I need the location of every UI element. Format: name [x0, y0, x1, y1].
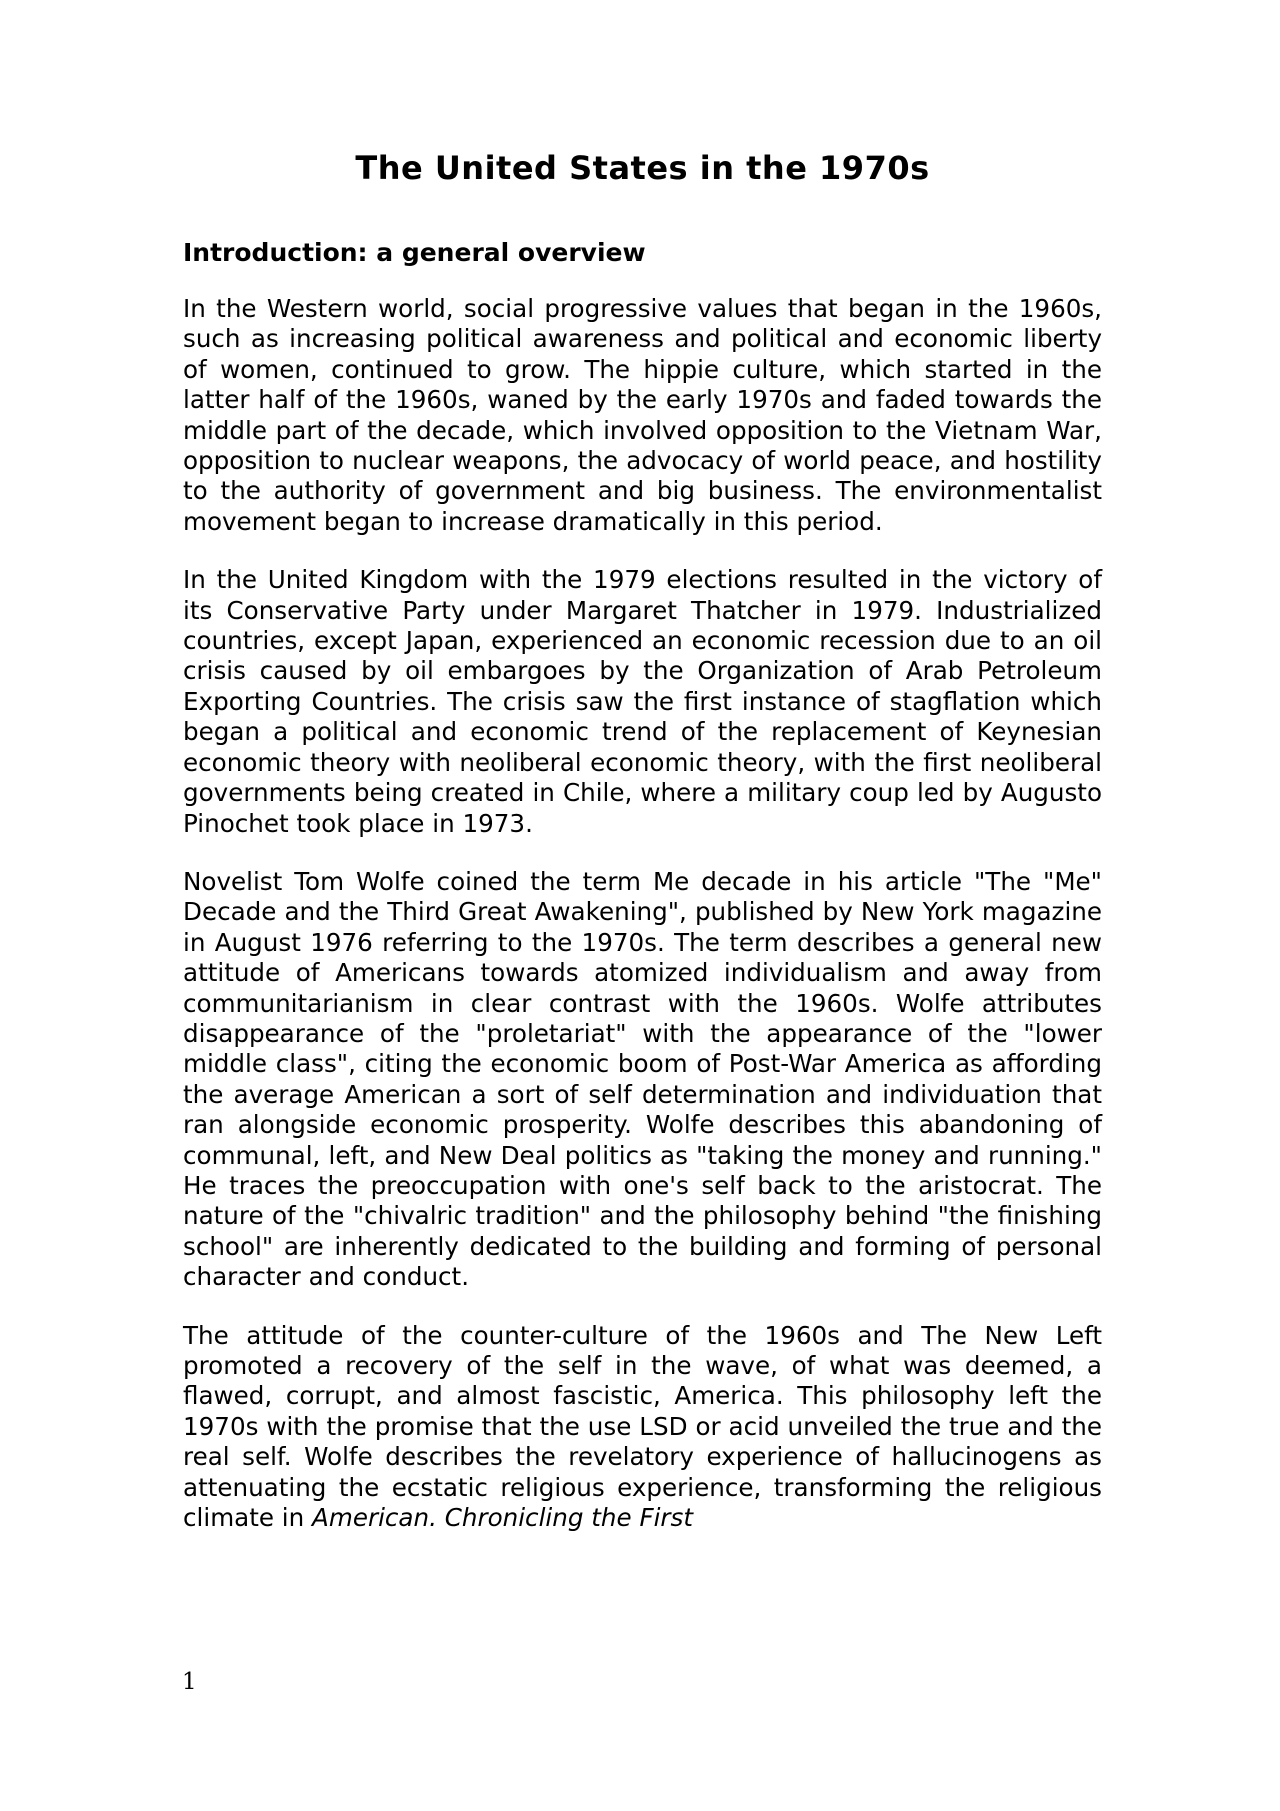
section-heading: Introduction: a general overview: [183, 238, 646, 267]
paragraph-counter-culture-text: The attitude of the counter-culture of the 1960s and The New Left promoted a recovery of the self in the wave, of what was deemed, a flawed, corrupt, and almost fascistic, America. This philosophy left the 1970s with the promise that the use LSD or acid unveiled the true and the real self. Wolfe describes the revelatory experience of hallucinogens as attenuating the ecstatic religious experience, transforming the religious climate in: [183, 1320, 1102, 1533]
paragraph-me-decade: Novelist Tom Wolfe coined the term Me decade in his article "The "Me" Decade and the Third Great Awakening", published by New York magazine in August 1976 referring to the 1970s. The term describes a general new attitude of Americans towards atomized individualism and away from communitarianism in clear contrast with the 1960s. Wolfe attributes disappearance of the "proletariat" with the appearance of the "lower middle class", citing the economic boom of Post-War America as affording the average American a sort of self determination and individuation that ran alongside economic prosperity. Wolfe describes this abandoning of communal, left, and New Deal politics as "taking the money and running." He traces the preoccupation with one's self back to the aristocrat. The nature of the "chivalric tradition" and the philosophy behind "the finishing school" are inherently dedicated to the building and forming of personal character and conduct.: [183, 866, 1102, 1292]
paragraph-western-world: In the Western world, social progressive values that began in the 1960s, such as increasing political awareness and political and economic liberty of women, continued to grow. The hippie culture, which started in the latter half of the 1960s, waned by the early 1970s and faded towards the middle part of the decade, which involved opposition to the Vietnam War, opposition to nuclear weapons, the advocacy of world peace, and hostility to the authority of government and big business. The environmentalist movement began to increase dramatically in this period.: [183, 294, 1102, 536]
page-number: 1: [182, 1669, 197, 1695]
page-content: [183, 148, 1102, 1533]
paragraph-counter-culture-italic: American. Chronicling the First: [312, 1503, 693, 1533]
paragraph-united-kingdom: In the United Kingdom with the 1979 elections resulted in the victory of its Conservative Party under Margaret Thatcher in 1979. Industrialized countries, except Japan, experienced an economic recession due to an oil crisis caused by oil embargoes by the Organization of Arab Petroleum Exporting Countries. The crisis saw the first instance of stagflation which began a political and economic trend of the replacement of Keynesian economic theory with neoliberal economic theory, with the first neoliberal governments being created in Chile, where a military coup led by Augusto Pinochet took place in 1973.: [183, 565, 1102, 838]
document-title: The United States in the 1970s: [355, 149, 930, 187]
paragraph-counter-culture: [183, 1321, 1102, 1534]
